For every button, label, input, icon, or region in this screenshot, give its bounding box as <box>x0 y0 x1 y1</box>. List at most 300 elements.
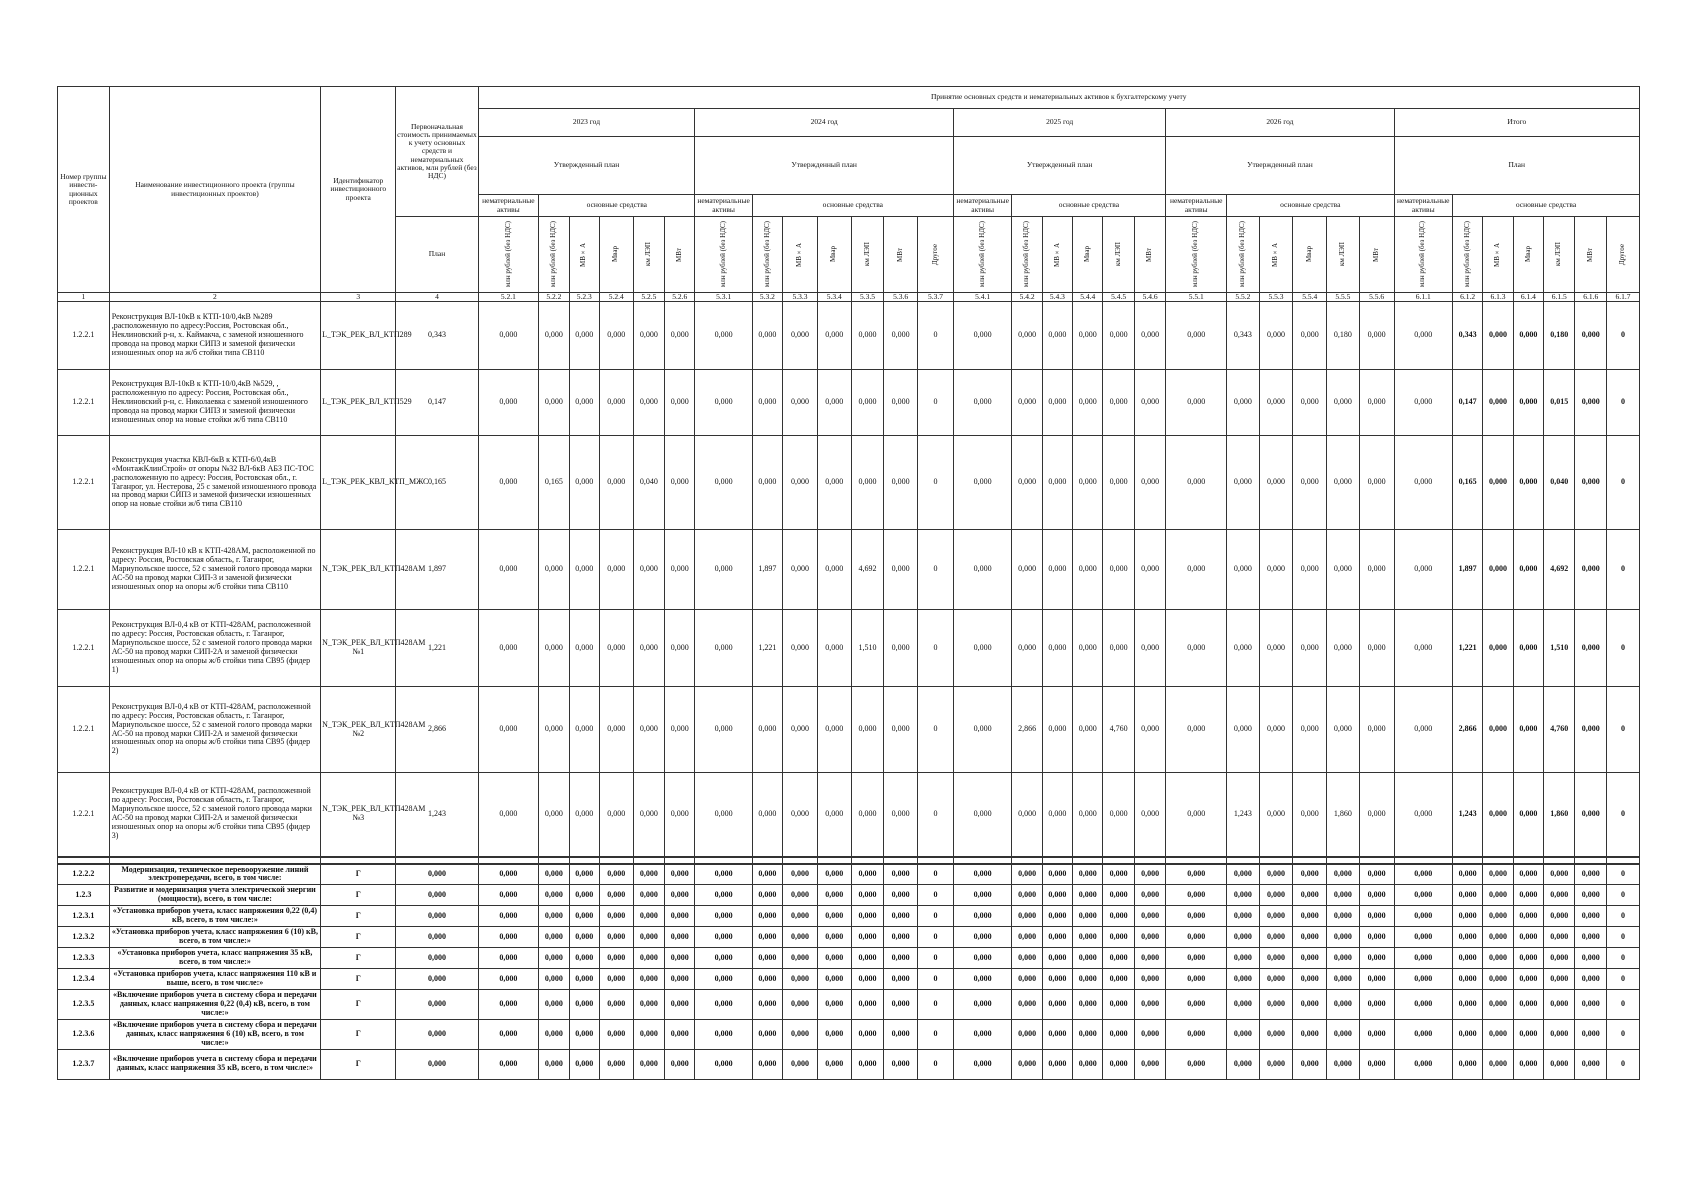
value-cell: 0,000 <box>1327 1049 1360 1079</box>
value-cell: 0,000 <box>1327 687 1360 773</box>
unit-header <box>953 217 1011 293</box>
value-cell: 0,000 <box>695 370 752 436</box>
separator-cell <box>569 857 599 864</box>
value-cell: 0 <box>917 302 953 370</box>
value-cell: 0 <box>1606 906 1639 927</box>
value-cell: 0,000 <box>1012 864 1042 885</box>
value-cell: 0 <box>1606 1019 1639 1049</box>
value-cell: 0,000 <box>539 948 569 969</box>
value-cell: 0 <box>917 610 953 687</box>
value-cell: 0,000 <box>851 1019 884 1049</box>
value-cell: 0,000 <box>953 436 1011 530</box>
value-cell: 0,000 <box>539 1049 569 1079</box>
project-id-cell: Г <box>321 885 396 906</box>
value-cell: 0,180 <box>1327 302 1360 370</box>
value-cell: 0,000 <box>1103 1019 1134 1049</box>
value-cell: 0,000 <box>851 773 884 857</box>
value-cell: 0,000 <box>1259 610 1293 687</box>
initial-cost-cell: 1,221 <box>396 610 478 687</box>
separator-cell <box>396 857 478 864</box>
value-cell: 0,343 <box>1452 302 1482 370</box>
value-cell: 0,000 <box>478 1019 539 1049</box>
group-number-cell: 1.2.3.7 <box>58 1049 110 1079</box>
separator-cell <box>109 857 320 864</box>
value-cell: 0,000 <box>569 610 599 687</box>
value-cell: 0,000 <box>953 989 1011 1019</box>
plan-header: Утвержденный план <box>478 137 695 195</box>
value-cell: 0 <box>917 989 953 1019</box>
value-cell: 0,000 <box>665 436 695 530</box>
value-cell: 0,000 <box>1073 687 1103 773</box>
separator-cell <box>917 857 953 864</box>
value-cell: 0,000 <box>599 530 633 610</box>
value-cell: 0,000 <box>539 989 569 1019</box>
initial-cost-cell: 0,000 <box>396 969 478 990</box>
unit-header-label: млн рублей (без НДС) <box>1238 221 1247 288</box>
value-cell: 0,000 <box>1575 687 1606 773</box>
project-name-cell: «Включение приборов учета в систему сбора и передачи данных, класс напряжения 0,22 (0,4) кВ, всего, в том числе:» <box>109 989 320 1019</box>
value-cell: 0,000 <box>539 906 569 927</box>
value-cell: 0,000 <box>1134 927 1165 948</box>
value-cell: 0,000 <box>478 370 539 436</box>
plan-header: Утвержденный план <box>1166 137 1394 195</box>
column-number: 6.1.2 <box>1452 293 1482 302</box>
unit-header-label: Мвар <box>1304 246 1313 263</box>
value-cell: 0,000 <box>1259 773 1293 857</box>
project-id-cell: Г <box>321 927 396 948</box>
col-header-top: Принятие основных средств и нематериальных активов к бухгалтерскому учету <box>478 87 1640 109</box>
value-cell: 0,000 <box>569 864 599 885</box>
value-cell: 0,000 <box>851 1049 884 1079</box>
value-cell: 0,147 <box>1452 370 1482 436</box>
value-cell: 0,000 <box>599 864 633 885</box>
value-cell: 0,000 <box>1227 989 1260 1019</box>
value-cell: 0,000 <box>1575 1049 1606 1079</box>
value-cell: 0,000 <box>783 302 818 370</box>
value-cell: 0,000 <box>1134 610 1165 687</box>
value-cell: 0,000 <box>752 927 782 948</box>
separator-cell <box>1259 857 1293 864</box>
intangible-assets-header: нематериальные активы <box>695 195 752 217</box>
value-cell: 0,000 <box>633 969 664 990</box>
value-cell: 0,000 <box>851 864 884 885</box>
value-cell: 0,000 <box>599 436 633 530</box>
value-cell: 0,000 <box>1394 370 1452 436</box>
col-header-plan: План <box>396 217 478 293</box>
value-cell: 0,000 <box>1012 370 1042 436</box>
value-cell: 0,000 <box>1134 302 1165 370</box>
column-number: 4 <box>396 293 478 302</box>
value-cell: 0,000 <box>1483 989 1513 1019</box>
value-cell: 0,000 <box>1452 989 1482 1019</box>
value-cell: 0,000 <box>1073 1019 1103 1049</box>
column-number: 6.1.3 <box>1483 293 1513 302</box>
value-cell: 0 <box>917 906 953 927</box>
value-cell: 0,000 <box>1452 864 1482 885</box>
project-id-cell: L_ТЭК_РЕК_ВЛ_КТП529 <box>321 370 396 436</box>
value-cell: 0,000 <box>1452 927 1482 948</box>
value-cell: 0 <box>1606 773 1639 857</box>
value-cell: 0,000 <box>1293 864 1327 885</box>
value-cell: 0,000 <box>1103 864 1134 885</box>
value-cell: 0 <box>917 436 953 530</box>
value-cell: 0,165 <box>1452 436 1482 530</box>
value-cell: 0,000 <box>1513 948 1543 969</box>
column-number: 5.2.1 <box>478 293 539 302</box>
value-cell: 0,180 <box>1544 302 1575 370</box>
value-cell: 0,000 <box>1103 773 1134 857</box>
value-cell: 0,000 <box>478 969 539 990</box>
value-cell: 0,000 <box>1103 302 1134 370</box>
value-cell: 0,000 <box>665 948 695 969</box>
value-cell: 0,000 <box>1103 969 1134 990</box>
value-cell: 0,000 <box>817 989 851 1019</box>
value-cell: 0,000 <box>1327 1019 1360 1049</box>
value-cell: 0,000 <box>1259 687 1293 773</box>
value-cell: 0,000 <box>1394 1049 1452 1079</box>
column-number: 6.1.4 <box>1513 293 1543 302</box>
value-cell: 0 <box>1606 885 1639 906</box>
unit-header <box>884 217 918 293</box>
value-cell: 0,000 <box>1359 864 1394 885</box>
value-cell: 0 <box>917 687 953 773</box>
project-name-cell: Модернизация, техническое перевооружение линий электропередачи, всего, в том числе: <box>109 864 320 885</box>
value-cell: 0,000 <box>1012 610 1042 687</box>
value-cell: 0,000 <box>1134 989 1165 1019</box>
value-cell: 0,000 <box>1073 948 1103 969</box>
value-cell: 0,000 <box>1513 1019 1543 1049</box>
value-cell: 0,000 <box>1293 436 1327 530</box>
column-number: 5.3.7 <box>917 293 953 302</box>
value-cell: 0,000 <box>695 1049 752 1079</box>
value-cell: 0,000 <box>1166 885 1227 906</box>
value-cell: 0,000 <box>817 687 851 773</box>
column-number-row <box>58 293 1640 302</box>
value-cell: 0,000 <box>1166 864 1227 885</box>
separator-cell <box>752 857 782 864</box>
separator-cell <box>695 857 752 864</box>
value-cell: 0,000 <box>1012 436 1042 530</box>
initial-cost-cell: 0,000 <box>396 989 478 1019</box>
value-cell: 0,000 <box>1513 864 1543 885</box>
column-number: 5.2.5 <box>633 293 664 302</box>
column-number: 5.5.6 <box>1359 293 1394 302</box>
value-cell: 0,000 <box>1293 948 1327 969</box>
group-number-cell: 1.2.3 <box>58 885 110 906</box>
value-cell: 0,000 <box>1012 773 1042 857</box>
value-cell: 0,000 <box>599 370 633 436</box>
value-cell: 0,000 <box>1575 927 1606 948</box>
column-number: 5.2.6 <box>665 293 695 302</box>
column-number: 5.5.1 <box>1166 293 1227 302</box>
value-cell: 0,000 <box>1483 687 1513 773</box>
value-cell: 0,000 <box>884 948 918 969</box>
unit-header <box>1103 217 1134 293</box>
value-cell: 0,000 <box>752 864 782 885</box>
value-cell: 0,000 <box>478 927 539 948</box>
value-cell: 0,000 <box>1012 969 1042 990</box>
unit-header-label: МВ×А <box>1052 242 1061 267</box>
value-cell: 0 <box>1606 302 1639 370</box>
value-cell: 0,000 <box>599 906 633 927</box>
value-cell: 0,000 <box>1042 610 1072 687</box>
value-cell: 0,000 <box>1327 969 1360 990</box>
group-number-cell: 1.2.2.2 <box>58 864 110 885</box>
value-cell: 0 <box>917 1019 953 1049</box>
value-cell: 0,000 <box>783 927 818 948</box>
unit-header-label: км ЛЭП <box>644 242 652 267</box>
column-number: 5.4.4 <box>1073 293 1103 302</box>
value-cell: 0,000 <box>1394 969 1452 990</box>
summary-row <box>58 1049 1640 1079</box>
value-cell: 0,000 <box>1394 1019 1452 1049</box>
value-cell: 0,000 <box>1042 687 1072 773</box>
value-cell: 0,000 <box>1544 948 1575 969</box>
value-cell: 0,000 <box>1103 989 1134 1019</box>
project-id-cell: N_ТЭК_РЕК_ВЛ_КТП428АМ №1 <box>321 610 396 687</box>
value-cell: 0,000 <box>1394 436 1452 530</box>
value-cell: 0,000 <box>539 969 569 990</box>
separator-cell <box>953 857 1011 864</box>
value-cell: 0,000 <box>1513 1049 1543 1079</box>
value-cell: 0,000 <box>1575 436 1606 530</box>
value-cell: 0,000 <box>1166 906 1227 927</box>
value-cell: 0,000 <box>1544 864 1575 885</box>
value-cell: 0 <box>1606 610 1639 687</box>
value-cell: 0,000 <box>1293 610 1327 687</box>
value-cell: 2,866 <box>1012 687 1042 773</box>
value-cell: 0,000 <box>633 687 664 773</box>
value-cell: 0,000 <box>1166 436 1227 530</box>
value-cell: 0,000 <box>1012 1019 1042 1049</box>
value-cell: 0,000 <box>884 864 918 885</box>
value-cell: 0,000 <box>851 948 884 969</box>
initial-cost-cell: 0,147 <box>396 370 478 436</box>
value-cell: 0,000 <box>1073 885 1103 906</box>
value-cell: 0,000 <box>1359 610 1394 687</box>
unit-header <box>752 217 782 293</box>
value-cell: 0 <box>917 864 953 885</box>
value-cell: 0,000 <box>817 370 851 436</box>
value-cell: 0,000 <box>1227 687 1260 773</box>
value-cell: 0,000 <box>1293 530 1327 610</box>
value-cell: 0 <box>917 1049 953 1079</box>
value-cell: 0,000 <box>633 1019 664 1049</box>
value-cell: 0,000 <box>569 687 599 773</box>
value-cell: 0,000 <box>817 436 851 530</box>
value-cell: 0,000 <box>1103 610 1134 687</box>
column-number: 5.3.6 <box>884 293 918 302</box>
year-header: 2023 год <box>478 109 695 137</box>
value-cell: 0,000 <box>817 885 851 906</box>
value-cell: 0,000 <box>599 773 633 857</box>
value-cell: 0,000 <box>752 370 782 436</box>
value-cell: 0,000 <box>1166 370 1227 436</box>
group-number-cell: 1.2.3.2 <box>58 927 110 948</box>
value-cell: 0,000 <box>478 1049 539 1079</box>
project-id-cell: L_ТЭК_РЕК_КВЛ_КТП_МЖС <box>321 436 396 530</box>
value-cell: 0,000 <box>1012 885 1042 906</box>
value-cell: 0,000 <box>851 302 884 370</box>
value-cell: 0,000 <box>1042 948 1072 969</box>
value-cell: 0,000 <box>1042 530 1072 610</box>
value-cell: 0,000 <box>1134 906 1165 927</box>
value-cell: 0,000 <box>1134 1049 1165 1079</box>
group-number-cell: 1.2.3.1 <box>58 906 110 927</box>
value-cell: 0,000 <box>1394 989 1452 1019</box>
value-cell: 0 <box>917 530 953 610</box>
value-cell: 0,000 <box>665 302 695 370</box>
unit-header <box>1166 217 1227 293</box>
group-number-cell: 1.2.2.1 <box>58 687 110 773</box>
value-cell: 0,000 <box>1544 927 1575 948</box>
column-number: 5.2.4 <box>599 293 633 302</box>
value-cell: 0,000 <box>953 885 1011 906</box>
value-cell: 0,000 <box>665 370 695 436</box>
plan-header: Утвержденный план <box>695 137 954 195</box>
value-cell: 0,000 <box>665 1049 695 1079</box>
value-cell: 0,000 <box>1452 1019 1482 1049</box>
value-cell: 0,000 <box>665 530 695 610</box>
value-cell: 0,000 <box>752 1049 782 1079</box>
value-cell: 0,000 <box>569 948 599 969</box>
column-number: 5.3.4 <box>817 293 851 302</box>
value-cell: 0,000 <box>1012 989 1042 1019</box>
value-cell: 0,000 <box>953 864 1011 885</box>
column-number: 5.4.2 <box>1012 293 1042 302</box>
project-name-cell: «Включение приборов учета в систему сбора и передачи данных, класс напряжения 35 кВ, всего, в том числе:» <box>109 1049 320 1079</box>
value-cell: 0,000 <box>1073 1049 1103 1079</box>
value-cell: 0,000 <box>1259 1019 1293 1049</box>
unit-header <box>1134 217 1165 293</box>
value-cell: 0,000 <box>817 969 851 990</box>
separator-cell <box>1327 857 1360 864</box>
value-cell: 0,000 <box>1483 302 1513 370</box>
value-cell: 1,243 <box>1452 773 1482 857</box>
unit-header-label: млн рублей (без НДС) <box>1022 221 1031 288</box>
column-number: 5.3.2 <box>752 293 782 302</box>
value-cell: 0,000 <box>633 927 664 948</box>
value-cell: 1,897 <box>1452 530 1482 610</box>
project-id-cell: Г <box>321 969 396 990</box>
value-cell: 0,000 <box>1575 885 1606 906</box>
value-cell: 0,000 <box>1483 948 1513 969</box>
value-cell: 0,000 <box>1483 864 1513 885</box>
column-number: 6.1.1 <box>1394 293 1452 302</box>
value-cell: 0,000 <box>633 610 664 687</box>
separator-cell <box>783 857 818 864</box>
intangible-assets-header: нематериальные активы <box>1166 195 1227 217</box>
summary-row <box>58 864 1640 885</box>
separator-cell <box>1293 857 1327 864</box>
unit-header-label: км ЛЭП <box>1338 242 1347 267</box>
value-cell: 0,000 <box>884 530 918 610</box>
unit-header <box>1042 217 1072 293</box>
separator-cell <box>599 857 633 864</box>
value-cell: 0,000 <box>1359 436 1394 530</box>
value-cell: 0,000 <box>665 885 695 906</box>
value-cell: 0,000 <box>851 370 884 436</box>
project-name-cell: Реконструкция ВЛ-0,4 кВ от КТП-428АМ, расположенной по адресу: Россия, Ростовская область, г. Таганрог, Мариупольское шоссе, 52 с заменой голого провода марки АС-50 на провод марки СИП-2А и заменой физически изношенных опор на опоры ж/б стойки типа СВ95 (фидер 1) <box>109 610 320 687</box>
value-cell: 0,000 <box>1227 610 1260 687</box>
value-cell: 0,000 <box>1513 773 1543 857</box>
value-cell: 0,000 <box>752 989 782 1019</box>
table-row <box>58 687 1640 773</box>
value-cell: 0 <box>1606 370 1639 436</box>
value-cell: 0,000 <box>665 687 695 773</box>
unit-header <box>1544 217 1575 293</box>
value-cell: 0,000 <box>1394 906 1452 927</box>
value-cell: 0,000 <box>1575 302 1606 370</box>
initial-cost-cell: 0,000 <box>396 927 478 948</box>
column-number: 6.1.5 <box>1544 293 1575 302</box>
value-cell: 0,000 <box>599 687 633 773</box>
value-cell: 0,000 <box>1103 906 1134 927</box>
value-cell: 0,000 <box>1452 885 1482 906</box>
column-number: 5.4.5 <box>1103 293 1134 302</box>
value-cell: 0,000 <box>1575 1019 1606 1049</box>
value-cell: 0,000 <box>1227 370 1260 436</box>
value-cell: 0,000 <box>1166 1019 1227 1049</box>
intangible-assets-header: нематериальные активы <box>1394 195 1452 217</box>
summary-row <box>58 1019 1640 1049</box>
value-cell: 0,000 <box>1259 969 1293 990</box>
unit-header <box>783 217 818 293</box>
unit-header-label: млн рублей (без НДС) <box>1191 221 1200 288</box>
value-cell: 0,000 <box>1359 1019 1394 1049</box>
value-cell: 0,000 <box>1394 302 1452 370</box>
value-cell: 0,000 <box>1073 927 1103 948</box>
value-cell: 0,000 <box>1327 927 1360 948</box>
unit-header <box>1394 217 1452 293</box>
value-cell: 0,000 <box>665 969 695 990</box>
value-cell: 0,000 <box>1359 906 1394 927</box>
project-id-cell: N_ТЭК_РЕК_ВЛ_КТП428АМ №2 <box>321 687 396 773</box>
separator-cell <box>1042 857 1072 864</box>
value-cell: 0,000 <box>1452 906 1482 927</box>
value-cell: 0,000 <box>953 1049 1011 1079</box>
unit-header-label: млн рублей (без НДС) <box>977 221 986 288</box>
separator-cell <box>1544 857 1575 864</box>
value-cell: 0,000 <box>1575 989 1606 1019</box>
value-cell: 1,221 <box>752 610 782 687</box>
value-cell: 0,000 <box>1293 773 1327 857</box>
value-cell: 0,000 <box>953 773 1011 857</box>
year-header: 2024 год <box>695 109 954 137</box>
unit-header <box>1293 217 1327 293</box>
value-cell: 0,000 <box>1042 864 1072 885</box>
value-cell: 0,000 <box>599 1019 633 1049</box>
value-cell: 0,000 <box>1012 302 1042 370</box>
value-cell: 1,897 <box>752 530 782 610</box>
value-cell: 0,000 <box>1166 1049 1227 1079</box>
value-cell: 0,000 <box>1394 885 1452 906</box>
value-cell: 0,000 <box>1166 773 1227 857</box>
plan-header: Утвержденный план <box>953 137 1165 195</box>
value-cell: 0,000 <box>539 885 569 906</box>
unit-header-label: км ЛЭП <box>1113 242 1122 267</box>
value-cell: 0,000 <box>884 610 918 687</box>
value-cell: 0,000 <box>633 885 664 906</box>
value-cell: 0,000 <box>817 302 851 370</box>
column-number: 6.1.6 <box>1575 293 1606 302</box>
year-header: 2025 год <box>953 109 1165 137</box>
value-cell: 0,000 <box>695 969 752 990</box>
value-cell: 0,000 <box>1575 610 1606 687</box>
value-cell: 0,000 <box>1042 1019 1072 1049</box>
fixed-assets-header: основные средства <box>1227 195 1394 217</box>
value-cell: 0,000 <box>1544 885 1575 906</box>
